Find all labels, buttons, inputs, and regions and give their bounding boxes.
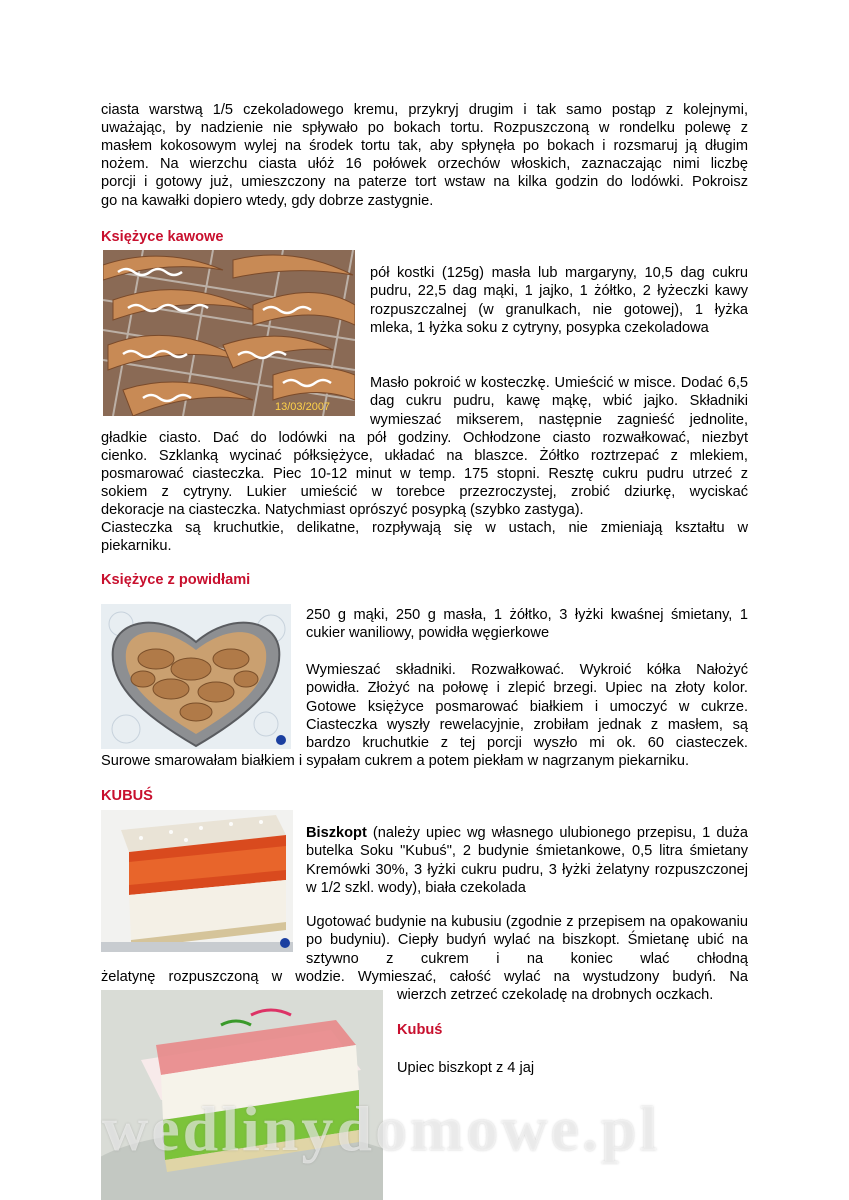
recipe2-method-last: Surowe smarowałam białkiem i sypałam cukrem a potem piekłam w nagrzanym piekarniku.	[101, 753, 690, 769]
recipe3-ingredients-rest: (należy upiec wg własnego ulubionego przepisu, 1 duża butelka Soku "Kubuś", 2 budynie śmietankowe, 0,5 litra śmietany Kremówki 30%, 3 łyżki cukru pudru, 3 łyżki żelatyny rozpuszczonej w 1/2 szkl. wody), biała czekolada	[306, 825, 748, 896]
recipe3-ingredients-bold: Biszkopt	[306, 825, 367, 841]
recipe1-ingredients: pół kostki (125g) masła lub margaryny, 10,5 dag cukru pudru, 22,5 dag mąki, 1 jajko, 1 żółtko, 2 łyżeczki kawy rozpuszczalnej (w granulkach, nie gotowej), 1 łyżka mleka, 1 łyżka soku z cytryny, posypka czekoladowa	[370, 265, 748, 336]
intro-line: masłem kokosowym wylej na środek tortu tak, aby spłynęła po bokach i rozsmaruj ją długim	[101, 138, 748, 154]
recipe3-method-side: Ugotować budynie na kubusiu (zgodnie z przepisem na opakowaniu po budyniu). Ciepły budyń wylać na biszkopt. Śmietanę ubić na sztywno z cukrem i na koniec wlać chłodną	[306, 914, 748, 967]
photo-ksiezyce-z-powidlami	[101, 604, 291, 749]
zoom-icon	[280, 938, 290, 948]
recipe4-text: Upiec biszkopt z 4 jaj	[397, 1060, 535, 1076]
zoom-icon	[276, 735, 286, 745]
recipe2-method-side: Wymieszać składniki. Rozwałkować. Wykroić kółka Nałożyć powidła. Złożyć na połowę i zlepić brzegi. Upiec na złoty kolor. Gotowe księżyce posmarować białkiem i umoczyć w cukrze. Ciasteczka wyszły rewelacyjnie, zrobiłam jednak z masłem, są bardzo kruchutkie z tej porcji wyszło mi ok. 60 ciasteczek.	[306, 662, 748, 752]
recipe3-method-full: żelatynę rozpuszczoną w wodzie. Wymieszać, całość wylać na wystudzony budyń. Na	[101, 969, 748, 985]
recipe1-method-line: piekarniku.	[101, 538, 172, 554]
recipe-title-ksiezyce-z-powidlami: Księżyce z powidłami	[101, 572, 251, 588]
photo-kubus-cake	[101, 810, 293, 952]
recipe2-ingredients: 250 g mąki, 250 g masła, 1 żółtko, 3 łyżki kwaśnej śmietany, 1 cukier waniliowy, powidła węgierkowe	[306, 607, 748, 642]
watermark: wedlinydomowe.pl	[102, 1093, 661, 1164]
photo-ksiezyce-kawowe	[103, 250, 355, 416]
photo-date-stamp: 13/03/2007	[275, 401, 331, 413]
recipe1-method-line: posmarować ciasteczka. Piec 10-12 minut w temp. 175 stopni. Resztę cukru pudru utrzeć z	[101, 466, 748, 482]
intro-line: ciasta warstwą 1/5 czekoladowego kremu, przykryj drugim i tak samo postąp z kolejnymi,	[101, 102, 748, 118]
recipe1-method-side: Masło pokroić w kosteczkę. Umieścić w misce. Dodać 6,5 dag cukru pudru, kawę mąkę, wbić jajko. Składniki wymieszać mikserem, następnie zagnieść jednolite,	[370, 375, 748, 428]
recipe1-method-line: Ciasteczka są kruchutkie, delikatne, rozpływają się w ustach, nie zmieniają kształtu w	[101, 520, 748, 536]
intro-line: uważając, by nadzienie nie spływało po bokach tortu. Rozpuszczoną w rondelku polewę z	[101, 120, 748, 136]
recipe1-method-line: gładkie ciasto. Dać do lodówki na pół godziny. Ochłodzone ciasto rozwałkować, niezbyt	[101, 430, 748, 446]
recipe-title-ksiezyce-kawowe: Księżyce kawowe	[101, 229, 224, 245]
recipe3-method-end: wierzch zetrzeć czekoladę na drobnych oczkach.	[397, 987, 714, 1003]
recipe1-method-line: cienko. Szklanką wycinać półksiężyce, układać na blaszce. Żółtko roztrzepać z mlekiem,	[101, 448, 748, 464]
intro-line: go na kawałki dopiero wtedy, gdy dobrze zastygnie.	[101, 193, 434, 209]
intro-line: porcji i gotowy już, umieszczony na paterze tort wstaw na kilka godzin do lodówki. Pokroisz	[101, 174, 748, 190]
recipe1-method-line: sokiem z cytryny. Lukier umieścić w torebce przezroczystej, zrobić dziurkę, wyciskać	[101, 484, 748, 500]
intro-line: nożem. Na wierzchu ciasta ułóż 16 połówek orzechów włoskich, zaznaczając nimi liczbę	[101, 156, 748, 172]
recipe1-method-line: dekoracje na ciasteczka. Natychmiast oprószyć posypką (szybko zastyga).	[101, 502, 584, 518]
recipe-title-kubus-2: Kubuś	[397, 1022, 443, 1038]
recipe-title-kubus: KUBUŚ	[101, 788, 153, 804]
recipe3-ingredients	[306, 824, 748, 897]
